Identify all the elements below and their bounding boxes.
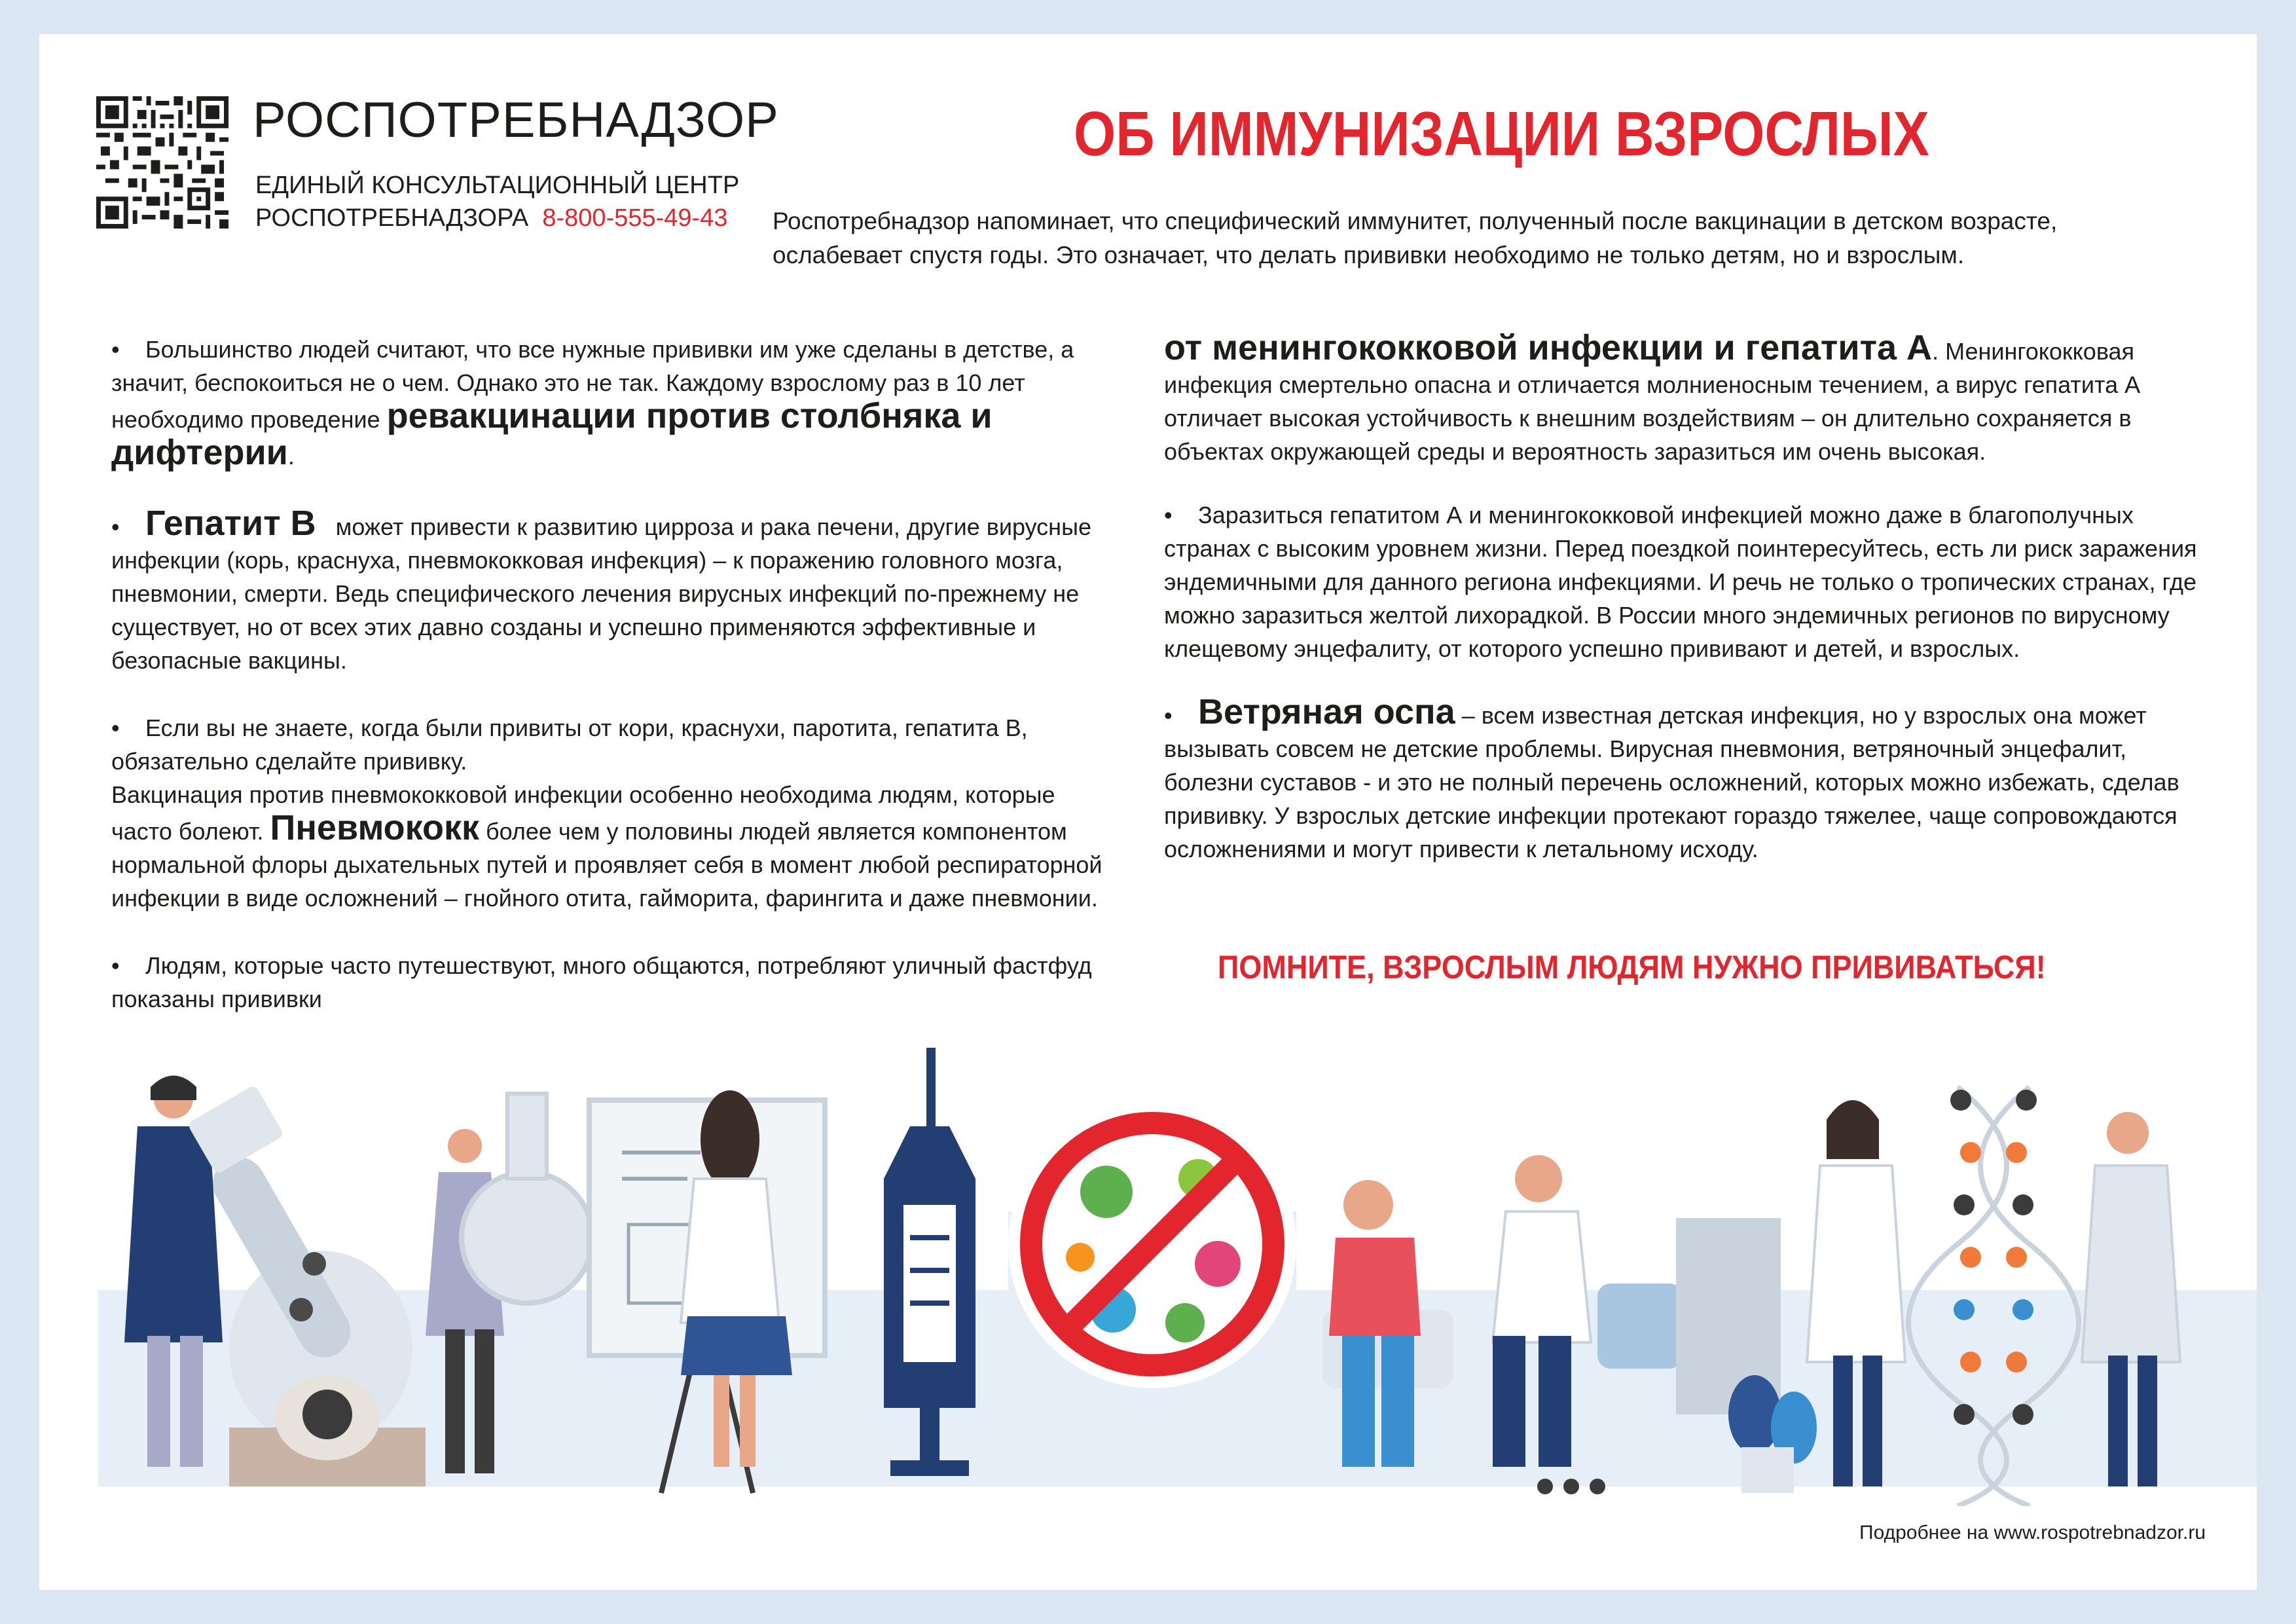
hotline-phone: 8-800-555-49-43 — [542, 204, 728, 232]
bullet-text: Большинство людей считают, что все нужные прививки им уже сделаны в детстве, а значит, беспокоиться не о чем. Однако это не так. Каждому взрослому раз в 10 лет необходимо проведение — [111, 336, 1074, 433]
bullet-item-chickenpox — [1164, 692, 2198, 866]
highlight-hepatitis-b: Гепатит В — [145, 504, 316, 543]
meningococcal-paragraph — [1164, 328, 2198, 468]
left-column — [111, 333, 1120, 1016]
right-column — [1164, 328, 2198, 866]
bullet-item-revaccination — [111, 333, 1120, 473]
no-germs-icon — [1008, 1100, 1296, 1388]
bullet-item-travelers — [111, 949, 1120, 1016]
page-title: ОБ ИММУНИЗАЦИИ ВЗРОСЛЫХ — [1074, 99, 1929, 169]
consult-center-line2 — [255, 204, 727, 232]
consult-center-name: РОСПОТРЕБНАДЗОРА — [255, 204, 529, 232]
footer-website-link[interactable]: Подробнее на www.rospotrebnadzor.ru — [1859, 1522, 2206, 1543]
consult-center-line1: ЕДИНЫЙ КОНСУЛЬТАЦИОННЫЙ ЦЕНТР — [255, 172, 740, 199]
remember-slogan: ПОМНИТЕ, ВЗРОСЛЫМ ЛЮДЯМ НУЖНО ПРИВИВАТЬСЯ! — [1218, 949, 2046, 986]
brand-name: РОСПОТРЕБНАДЗОР — [253, 92, 779, 148]
bullet-text: Людям, которые часто путешествуют, много общаются, потребляют уличный фастфуд показаны прививки — [111, 952, 1092, 1012]
bullet-item-endemic — [1164, 498, 2198, 665]
bullet-marker: • — [111, 513, 120, 540]
bullet-text: – всем известная детская инфекция, но у взрослых она может вызывать совсем не детские проблемы. Вирусная пневмония, ветряночный энцефалит, болезни суставов - и это не полный перечень осложнений, которых можно избежать, сделав прививку. У взрослых детские инфекции протекают гораздо тяжелее, чаще сопровождаются осложнениями и могут привести к летальному исходу. — [1164, 702, 2179, 862]
highlight-meningococcal: от менингококковой инфекции и гепатита А — [1164, 328, 1933, 367]
highlight-chickenpox: Ветряная оспа — [1198, 692, 1455, 731]
highlight-pneumococcus: Пневмококк — [270, 808, 480, 847]
bullet-text: Если вы не знаете, когда были привиты от кори, краснухи, паротита, гепатита В, обязательно сделайте прививку. — [111, 714, 1028, 775]
qr-code — [96, 96, 228, 229]
pneumo-rest: более чем у половины людей является компонентом нормальной флоры дыхательных путей и проявляет себя в момент любой респираторной инфекции в виде осложнений – гнойного отита, гайморита, фарингита и даже пневмонии. — [111, 818, 1102, 912]
bullet-marker: • — [111, 714, 120, 741]
pneumo-text: Вакцинация против пневмококковой инфекции особенно необходима людям, которые часто болеют. — [111, 781, 1055, 845]
bullet-text-end: . — [287, 443, 295, 470]
bullet-text: Заразиться гепатитом А и менингококковой инфекцией можно даже в благополучных странах с высоким уровнем жизни. Перед поездкой поинтересуйтесь, есть ли риск заражения эндемичными для данного региона инфекциями. И речь не только о тропических странах, где можно заразиться желтой лихорадкой. В России много эндемичных регионов по вирусному клещевому энцефалиту, от которого успешно прививают и детей, и взрослых. — [1164, 502, 2197, 662]
bullet-item-hepatitis-b — [111, 504, 1120, 677]
microscope-icon — [203, 1148, 426, 1486]
intro-text: Роспотребнадзор напоминает, что специфический иммунитет, полученный после вакцинации в детском возрасте, ослабевает спустя годы. Это означает, что делать прививки необходимо не только детям, но и взрослым. — [773, 208, 2058, 268]
pneumococcus-paragraph — [111, 778, 1120, 915]
bullet-item-vaccinate — [111, 711, 1120, 778]
highlight-revaccination: ревакцинации против столбняка и дифтерии — [111, 396, 993, 472]
meningo-text: . Менингококковая инфекция смертельно опасна и отличается молниеносным течением, а вирус гепатита А отличает высокая устойчивость к внешним воздействиям – он длительно сохраняется в объектах окружающей среды и вероятность заразиться им очень высокая. — [1164, 338, 2141, 465]
medical-illustration — [39, 1048, 2257, 1506]
bullet-marker: • — [111, 336, 120, 363]
bullet-marker: • — [1164, 502, 1173, 528]
bullet-marker: • — [111, 952, 120, 979]
bullet-marker: • — [1164, 702, 1173, 729]
bullet-text: может привести к развитию цирроза и рака печени, другие вирусные инфекции (корь, краснуха, пневмококковая инфекция) – к поражению головного мозга, пневмонии, смерти. Ведь специфического лечения вирусных инфекций по-прежнему не существует, но от всех этих давно созданы и успешно применяются эффективные и безопасные вакцины. — [111, 513, 1091, 674]
